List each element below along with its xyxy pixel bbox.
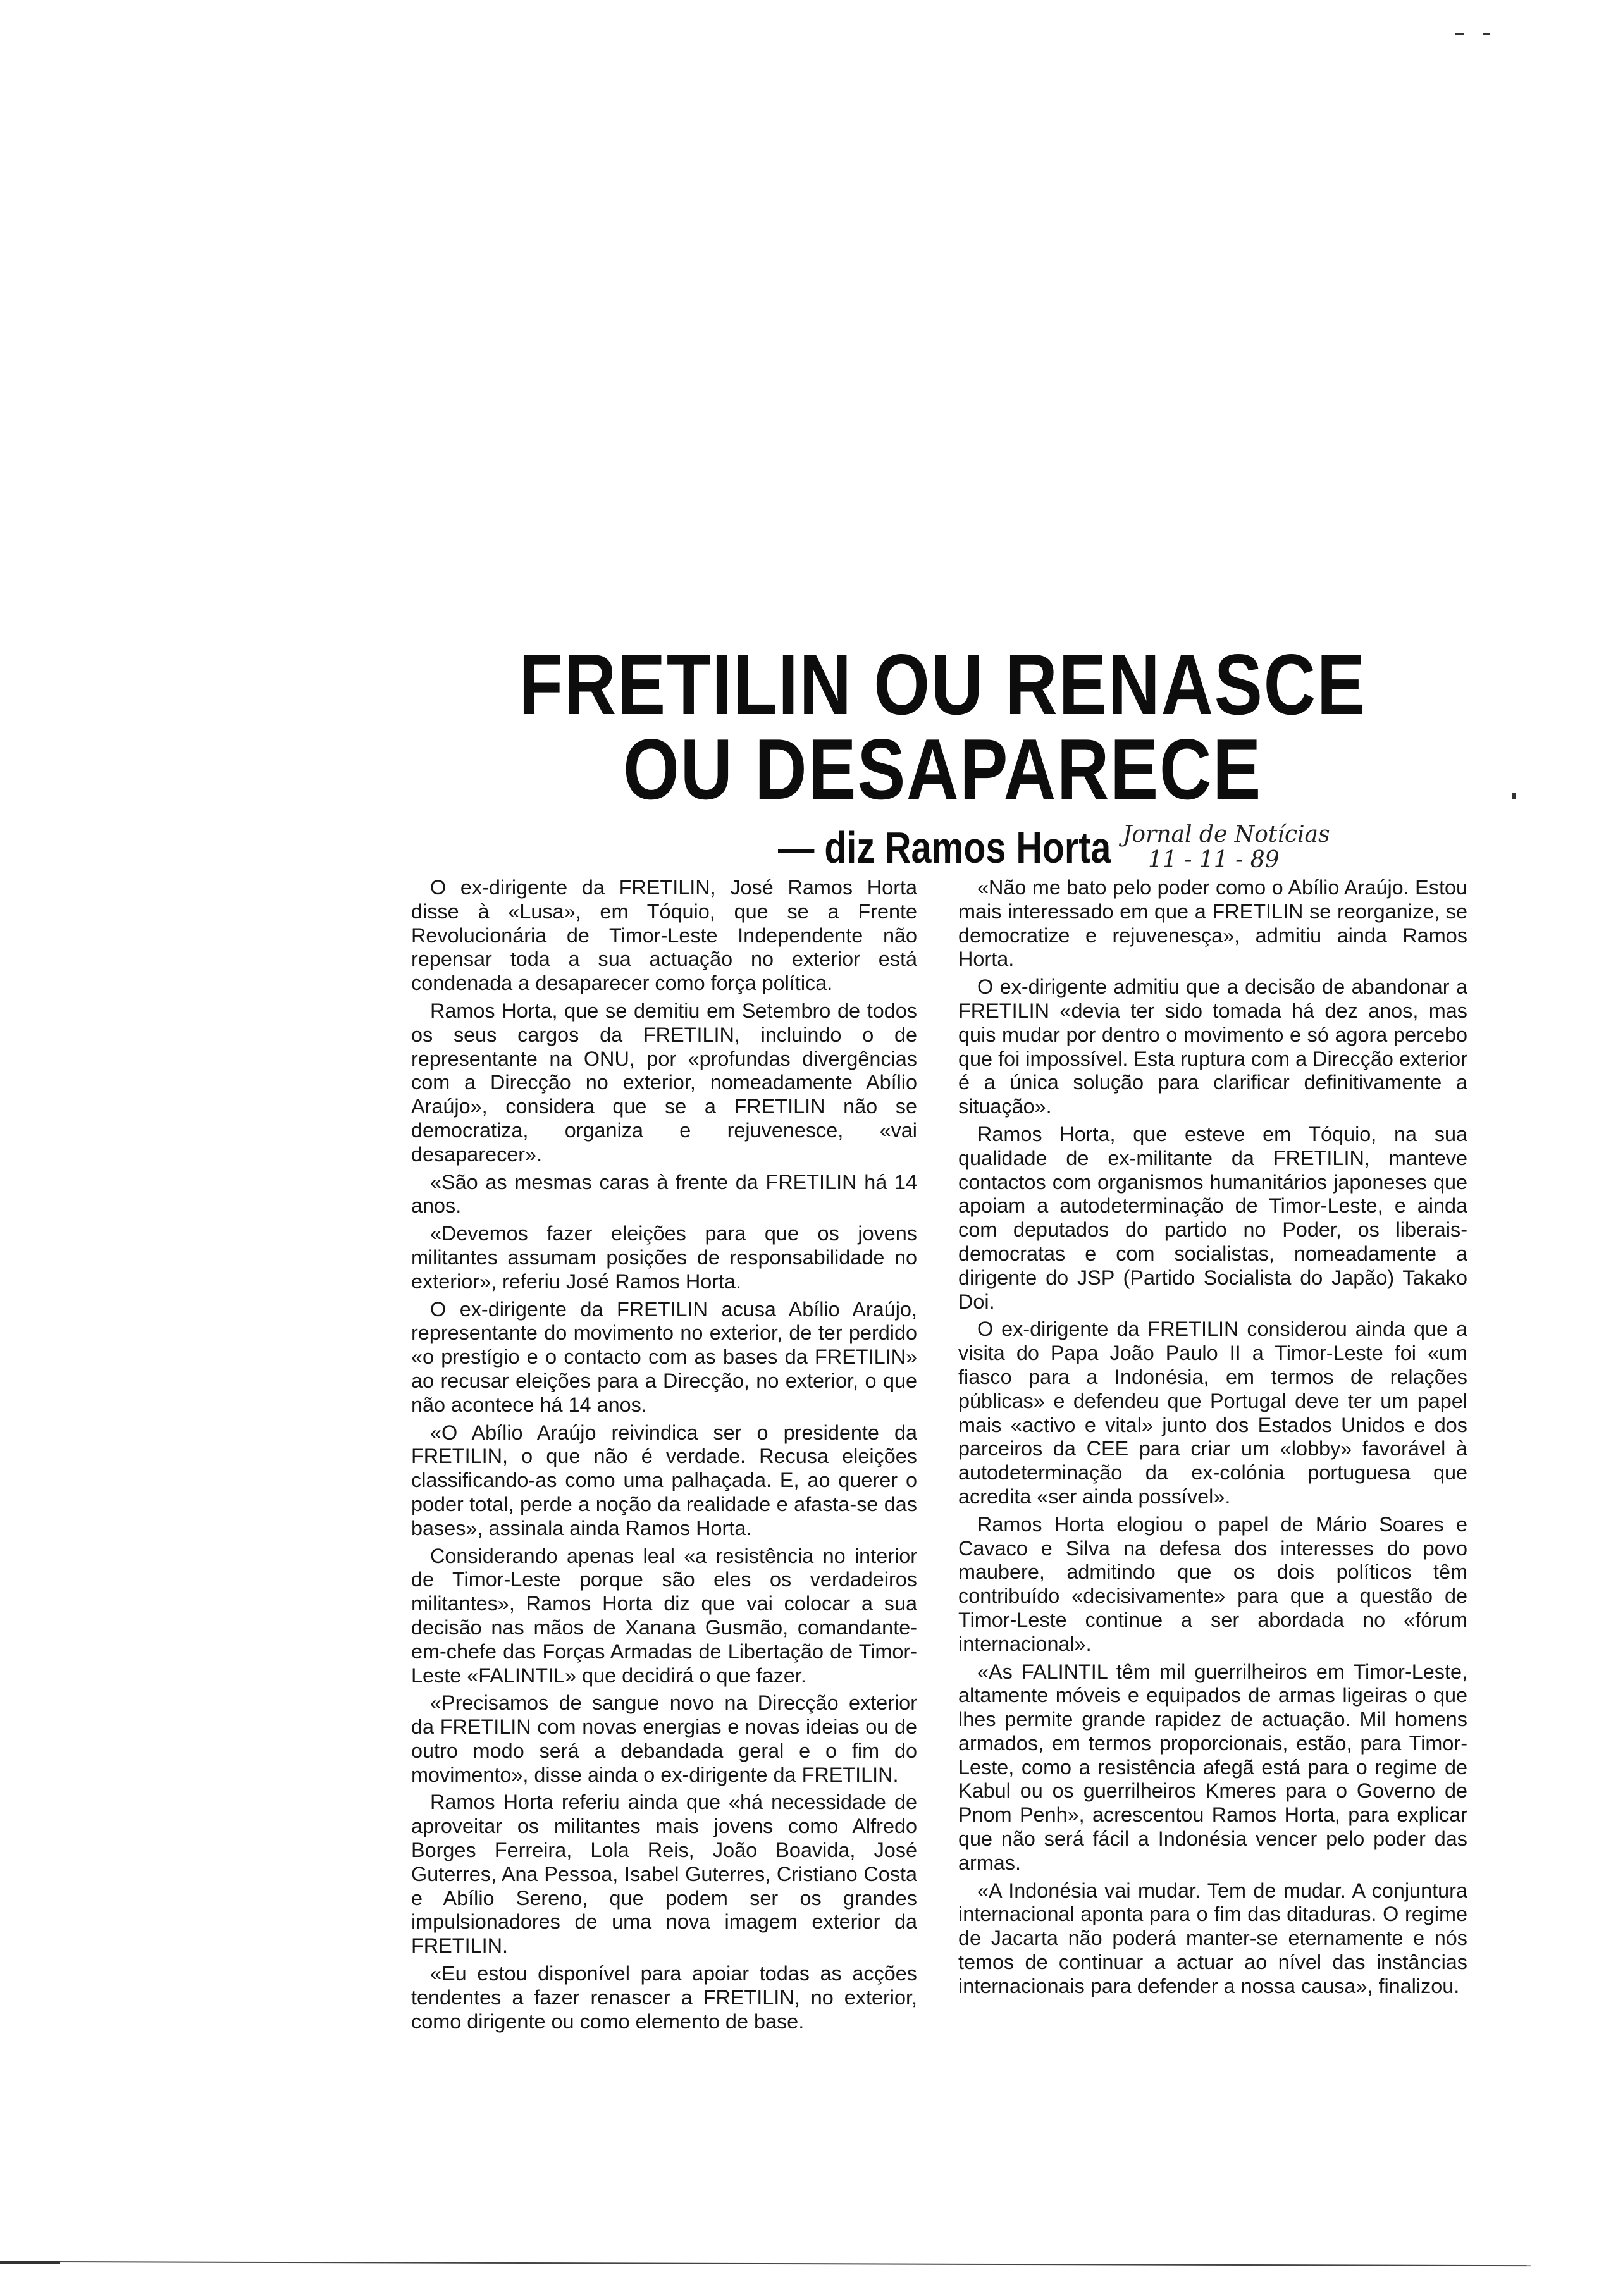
paragraph: O ex-dirigente admitiu que a decisão de abandonar a FRETILIN «devia ter sido tomada há dez anos, mas quis mudar por dentro o movimento e só agora percebo que foi impossível. Esta ruptura com a Direcção exterior é a única solução para clarificar definitivamente a situação». xyxy=(958,975,1467,1118)
article-column-right xyxy=(958,876,1467,2003)
headline xyxy=(491,636,1394,817)
article-column-left xyxy=(411,876,917,2037)
byline: — diz Ramos Horta xyxy=(778,823,1111,872)
paragraph: «Precisamos de sangue novo na Direcção exterior da FRETILIN com novas energias e novas ideias ou de outro modo será a debandada geral e o fim do movimento», disse ainda o ex-dirigente da FRETILIN. xyxy=(411,1691,917,1786)
handwritten-source: Jornal de Notícias xyxy=(1123,822,1330,848)
scan-speck xyxy=(1455,33,1464,35)
paragraph: Ramos Horta elogiou o papel de Mário Soares e Cavaco e Silva na defesa dos interesses do povo maubere, admitindo que os dois políticos têm contribuído «decisivamente» para que a questão de Timor-Leste continue a ser abordada no «fórum internacional». xyxy=(958,1512,1467,1655)
paragraph: «O Abílio Araújo reivindica ser o presidente da FRETILIN, o que não é verdade. Recusa eleições classificando-as como uma palhaçada. E, ao querer o poder total, perde a noção da realidade e afasta-se das bases», assinala ainda Ramos Horta. xyxy=(411,1421,917,1540)
paragraph: «Devemos fazer eleições para que os jovens militantes assumam posições de responsabilidade no exterior», referiu José Ramos Horta. xyxy=(411,1222,917,1293)
paragraph: Ramos Horta, que se demitiu em Setembro de todos os seus cargos da FRETILIN, incluindo o de representante na ONU, por «profundas divergências com a Direcção no exterior, nomeadamente Abílio Araújo», considera que se a FRETILIN não se democratiza, organiza e rejuvenesce, «vai desaparecer». xyxy=(411,999,917,1166)
paragraph: Ramos Horta referiu ainda que «há necessidade de aproveitar os militantes mais jovens como Alfredo Borges Ferreira, Lola Reis, João Boavida, José Guterres, Ana Pessoa, Isabel Guterres, Cristiano Costa e Abílio Sereno, que podem ser os grandes impulsionadores de uma nova imagem exterior da FRETILIN. xyxy=(411,1791,917,1958)
headline-line-1: FRETILIN OU RENASCE xyxy=(519,636,1366,732)
paragraph: O ex-dirigente da FRETILIN acusa Abílio Araújo, representante do movimento no exterior, de ter perdido «o prestígio e o contacto com as bases da FRETILIN» ao recusar eleições para a Direcção, no exterior, o que não acontece há 14 anos. xyxy=(411,1297,917,1416)
scan-speck xyxy=(1512,793,1516,799)
paragraph: O ex-dirigente da FRETILIN considerou ainda que a visita do Papa João Paulo II a Timor-Leste foi «um fiasco para a Indonésia, em termos de relações públicas» e defendeu que Portugal deve ter um papel mais «activo e vital» junto dos Estados Unidos e dos parceiros da CEE para criar um «lobby» favorável à autodeterminação da ex-colónia portuguesa que acredita «ser ainda possível». xyxy=(958,1318,1467,1508)
paragraph: «Não me bato pelo poder como o Abílio Araújo. Estou mais interessado em que a FRETILIN se reorganize, se democratize e rejuvenesça», admitiu ainda Ramos Horta. xyxy=(958,876,1467,971)
bottom-cut-line-edge xyxy=(0,2261,60,2264)
handwritten-date: 11 - 11 - 89 xyxy=(1148,847,1280,873)
bottom-cut-line xyxy=(0,2261,1531,2266)
paragraph: «A Indonésia vai mudar. Tem de mudar. A conjuntura internacional aponta para o fim das ditaduras. O regime de Jacarta não poderá manter-se eternamente e nós temos de continuar a actuar ao nível das instâncias internacionais para defender a nossa causa», finalizou. xyxy=(958,1879,1467,1997)
headline-line-2: OU DESAPARECE xyxy=(623,721,1262,817)
paragraph: O ex-dirigente da FRETILIN, José Ramos Horta disse à «Lusa», em Tóquio, que se a Frente Revolucionária de Timor-Leste Independente não repensar toda a sua actuação no exterior está condenada a desaparecer como força política. xyxy=(411,876,917,995)
handwritten-annotation xyxy=(1123,822,1330,873)
paragraph: «São as mesmas caras à frente da FRETILIN há 14 anos. xyxy=(411,1170,917,1218)
paragraph: Considerando apenas leal «a resistência no interior de Timor-Leste porque são eles os verdadeiros militantes», Ramos Horta diz que vai colocar a sua decisão nas mãos de Xanana Gusmão, comandante-em-chefe das Forças Armadas de Libertação de Timor-Leste «FALINTIL» que decidirá o que fazer. xyxy=(411,1544,917,1687)
paragraph: Ramos Horta, que esteve em Tóquio, na sua qualidade de ex-militante da FRETILIN, manteve contactos com organismos humanitários japoneses que apoiam a autodeterminação de Timor-Leste, e ainda com deputados do partido no Poder, os liberais-democratas e com socialistas, nomeadamente a dirigente do JSP (Partido Socialista do Japão) Takako Doi. xyxy=(958,1122,1467,1313)
paragraph: «Eu estou disponível para apoiar todas as acções tendentes a fazer renascer a FRETILIN, no exterior, como dirigente ou como elemento de base. xyxy=(411,1962,917,2033)
paragraph: «As FALINTIL têm mil guerrilheiros em Timor-Leste, altamente móveis e equipados de armas ligeiras o que lhes permite grande rapidez de actuação. Mil homens armados, em termos proporcionais, estão, para Timor-Leste, como a resistência afegã está para o regime de Kabul ou os guerrilheiros Kmeres para o Governo de Pnom Penh», acrescentou Ramos Horta, para explicar que não será fácil a Indonésia vencer pelo poder das armas. xyxy=(958,1660,1467,1874)
scan-speck xyxy=(1483,33,1490,35)
